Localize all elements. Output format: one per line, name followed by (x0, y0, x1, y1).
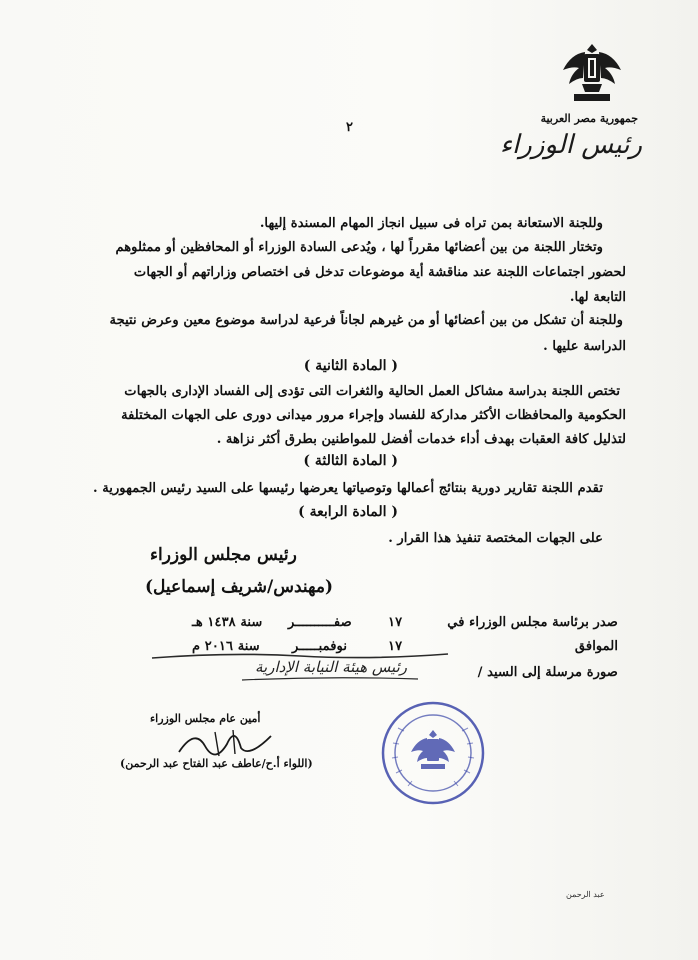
issued-day-hijri: ١٧ (388, 615, 403, 630)
eagle-emblem-icon (560, 38, 624, 108)
underline-stroke (240, 674, 420, 684)
issued-year-greg: سنة ٢٠١٦ م (192, 639, 260, 654)
footer-note: عبد الرحمن (566, 890, 605, 899)
paragraph-line: لحضور اجتماعات اللجنة عند مناقشة أية موضوعات تدخل فى اختصاص وزاراتهم أو الجهات (133, 265, 626, 280)
paragraph-line: وتختار اللجنة من بين أعضائها مقرراً لها ، ويُدعى السادة الوزراء أو المحافظين أو ممثلوهم (115, 240, 603, 255)
signature-title: رئيس مجلس الوزراء (150, 545, 297, 565)
issued-year-hijri: سنة ١٤٣٨ هـ (192, 615, 263, 630)
issued-month-greg: نوفمبـــــر (292, 639, 347, 654)
copy-to-handwritten: رئيس هيئة النيابة الإدارية (255, 658, 407, 676)
paragraph-line: وللجنة الاستعانة بمن تراه فى سبيل انجاز المهام المسندة إليها. (259, 216, 603, 231)
article-heading: ( المادة الثالثة ) (303, 453, 398, 469)
official-seal-icon (378, 698, 488, 808)
issued-label: صدر برئاسة مجلس الوزراء في (447, 615, 618, 630)
issued-month-hijri: صفــــــــــر (288, 615, 352, 630)
republic-label: جمهورية مصر العربية (540, 112, 638, 125)
paragraph-line: الدراسة عليها . (543, 339, 626, 354)
issued-day-greg: ١٧ (388, 639, 403, 654)
copy-to-label: صورة مرسلة إلى السيد / (477, 665, 618, 680)
article-heading: ( المادة الرابعة ) (298, 504, 398, 520)
article-heading: ( المادة الثانية ) (303, 358, 398, 374)
paragraph-line: التابعة لها. (569, 290, 626, 305)
article-line: تقدم اللجنة تقارير دورية بنتائج أعمالها وتوصياتها يعرضها رئيسها على السيد رئيس الجمهورية . (93, 481, 603, 496)
secretary-name: (اللواء أ.ح/عاطف عبد الفتاح عبد الرحمن) (120, 757, 313, 770)
handwritten-signature (175, 722, 275, 762)
issued-label: الموافق (574, 639, 618, 654)
office-title: رئيس الوزراء (499, 130, 642, 160)
paragraph-line: وللجنة أن تشكل من بين أعضائها أو من غيرهم لجاناً فرعية لدراسة موضوع معين وعرض نتيجة (109, 313, 623, 328)
signature-name: (مهندس/شريف إسماعيل) (145, 577, 334, 597)
secretary-title: أمين عام مجلس الوزراء (150, 712, 261, 725)
article-line: لتذليل كافة العقبات بهدف أداء خدمات أفضل للمواطنين بطرق أكثر نزاهة . (216, 432, 626, 447)
page-number: ٢ (346, 120, 353, 135)
article-line: الحكومية والمحافظات الأكثر مداركة للفساد وإجراء مرور ميدانى دورى على الجهات المختلفة (121, 408, 626, 423)
article-line: على الجهات المختصة تنفيذ هذا القرار . (388, 531, 603, 546)
article-line: تختص اللجنة بدراسة مشاكل العمل الحالية والثغرات التى تؤدى إلى الفساد الإدارى بالجهات (124, 384, 620, 399)
